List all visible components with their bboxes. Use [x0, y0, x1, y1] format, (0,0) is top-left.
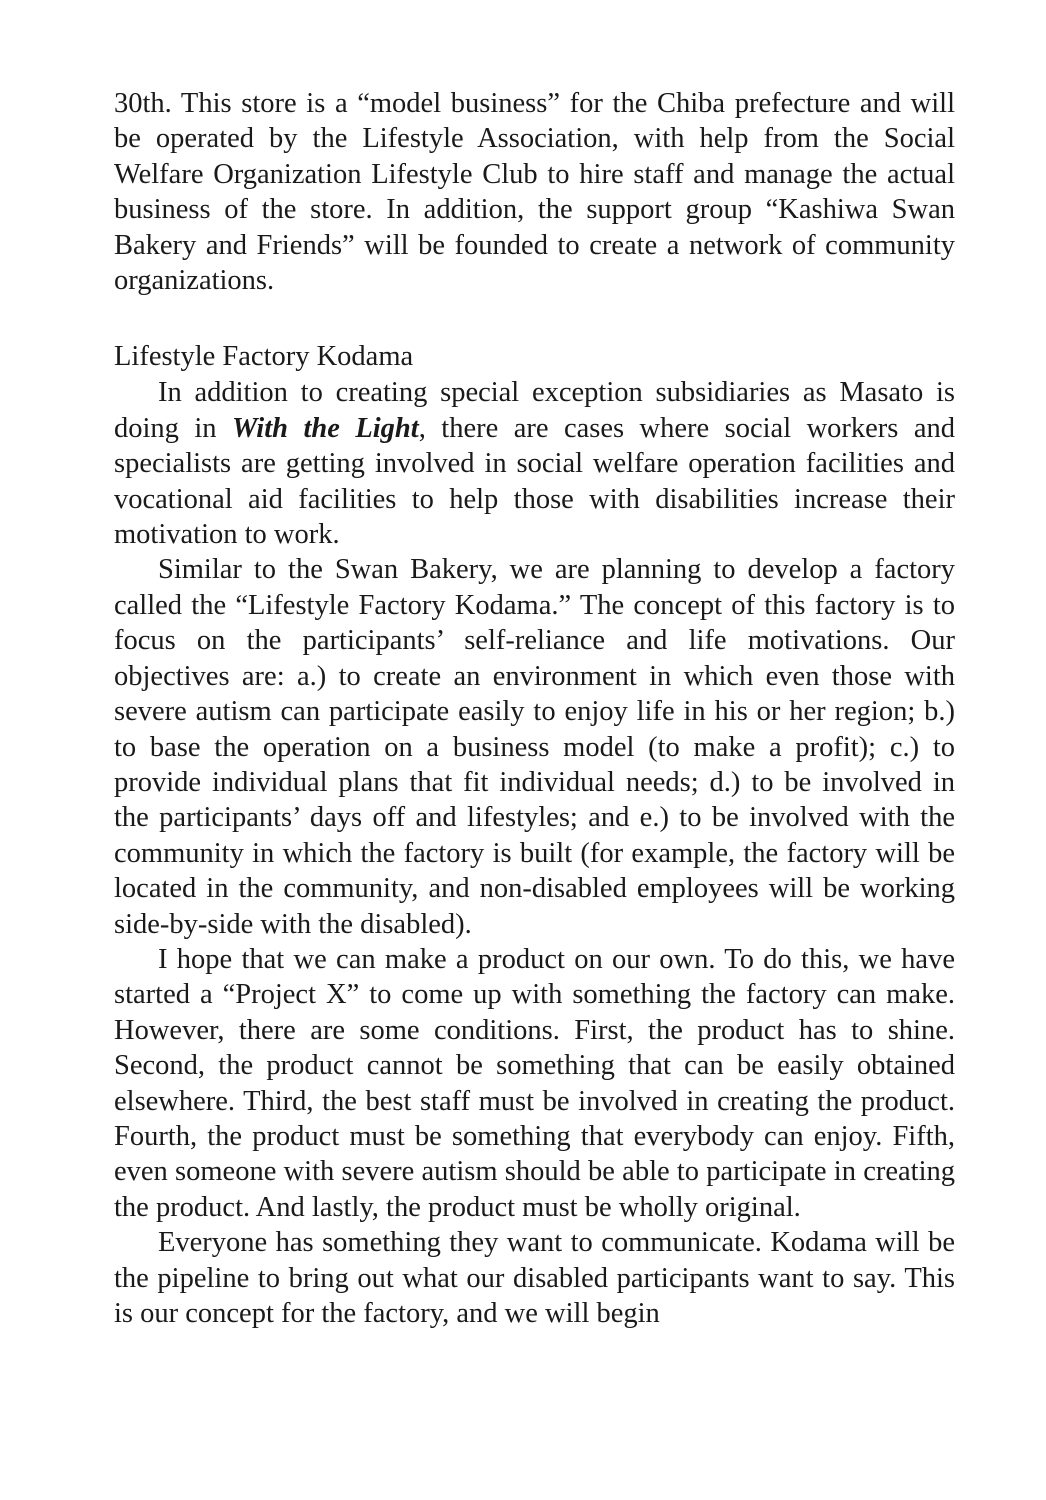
section-heading: Lifestyle Factory Kodama — [114, 341, 414, 373]
paragraph-1-text-start: In addition to creating special exception subsidiaries as Masato is doing in — [114, 377, 955, 444]
paragraph-2: Similar to the Swan Bakery, we are planning to develop a factory called the “Lifestyle Factory Kodama.” The concept of this factory is to focus on the participants’ self-reliance and life motivations. Our objectives are: a.) to create an environment in which even those with severe autism can participate easily to enjoy life in his or her region; b.) to base the operation on a business model (to make a profit); c.) to provide individual plans that fit individual needs; d.) to be involved in the participants’ days off and lifestyles; and e.) to be involved with the community in which the factory is built (for example, the factory will be located in the community, and non-disabled employees will be working side-by-side with the disabled). — [114, 554, 955, 940]
paragraph-1-text-end: , there are cases where social workers and specialists are getting involved in social welfare operation facilities and vocational aid facilities to help those with disabilities increase their motivation to work. — [114, 412, 955, 551]
opening-paragraph: 30th. This store is a “model business” for the Chiba prefecture and will be operated by the Lifestyle Association, with help from the Social Welfare Organization Lifestyle Club to hire staff and manage the actual business of the store. In addition, the support group “Kashiwa Swan Bakery and Friends” will be founded to create a network of community organizations. — [114, 88, 955, 297]
paragraph-3: I hope that we can make a product on our own. To do this, we have started a “Project X” to come up with something the factory can make. However, there are some conditions. First, the product has to shine. Second, the product cannot be something that can be easily obtained elsewhere. Third, the best staff must be involved in creating the product. Fourth, the product must be something that everybody can enjoy. Fifth, even someone with severe autism should be able to participate in creating the product. And lastly, the product must be wholly original. — [114, 943, 955, 1223]
paragraph-4: Everyone has something they want to communicate. Kodama will be the pipeline to bring out what our disabled participants want to say. This is our concept for the factory, and we will begin — [114, 1227, 955, 1329]
page-body — [114, 86, 955, 1331]
book-title: With the Light — [232, 412, 419, 444]
paragraph-1 — [114, 375, 955, 552]
